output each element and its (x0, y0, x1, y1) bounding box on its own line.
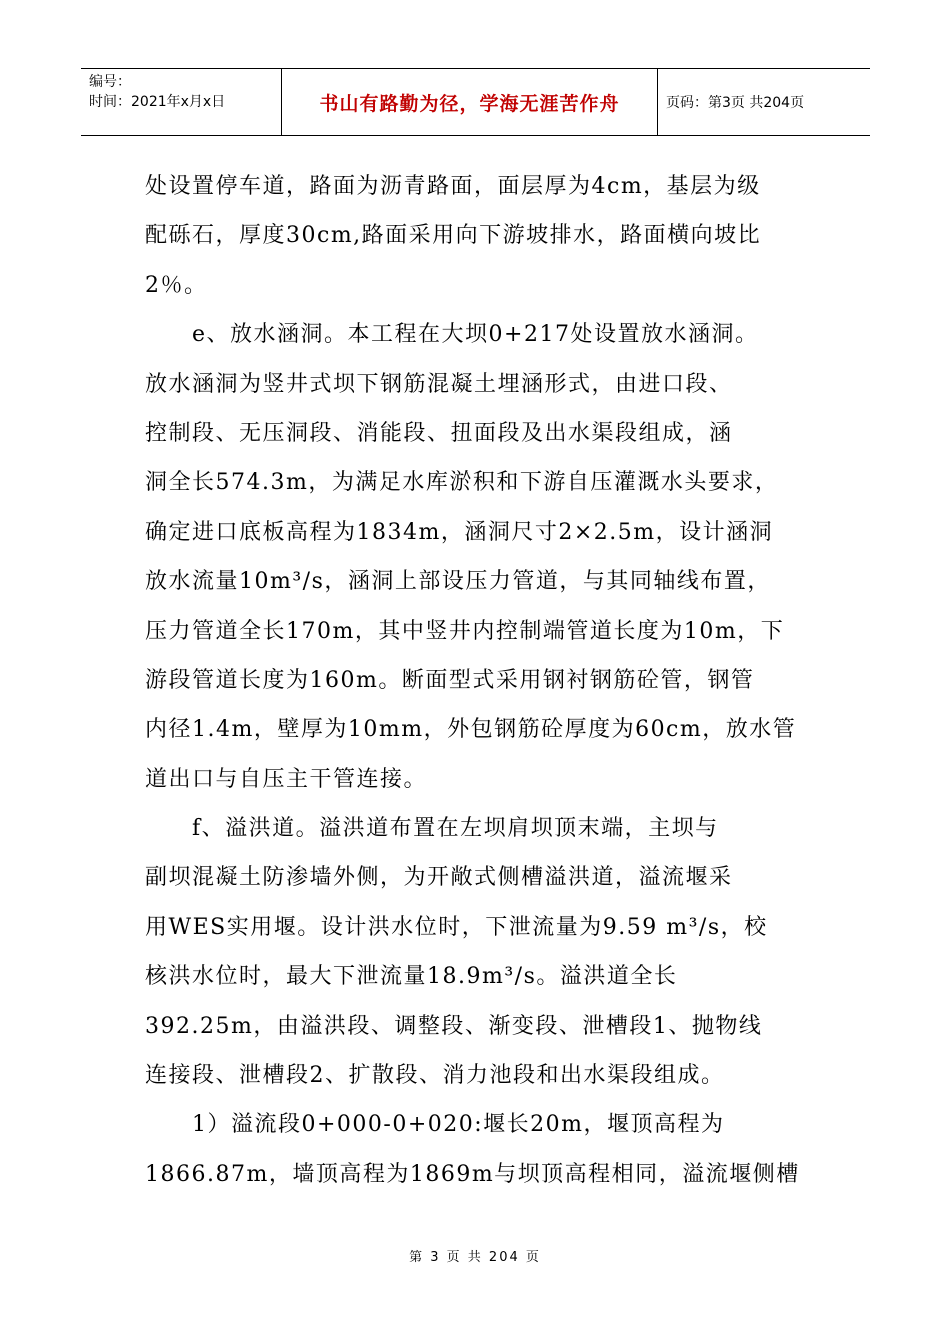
body-line: f、溢洪道。溢洪道布置在左坝肩坝顶末端，主坝与 (145, 816, 719, 842)
body-line: 处设置停车道，路面为沥青路面，面层厚为4cm，基层为级 (145, 174, 761, 199)
body-line: 压力管道全长170m，其中竖井内控制端管道长度为10m，下 (145, 618, 785, 644)
document-number-label: 编号： (89, 74, 131, 90)
body-line: 配砾石，厚度30cm,路面采用向下游坡排水，路面横向坡比 (145, 223, 762, 249)
page-footer: 第 3 页 共 204 页 (409, 1250, 541, 1265)
body-line: 控制段、无压洞段、消能段、扭面段及出水渠段组成，涵 (145, 420, 733, 446)
body-line: 副坝混凝土防渗墙外侧，为开敞式侧槽溢洪道，溢流堰采 (145, 865, 733, 891)
page-header (81, 68, 870, 136)
body-line: 连接段、泄槽段2、扩散段、消力池段和出水渠段组成。 (145, 1063, 725, 1089)
body-line: 核洪水位时，最大下泄流量18.9m³/s。溢洪道全长 (145, 964, 678, 990)
header-meta (81, 69, 282, 135)
body-line: 392.25m，由溢洪段、调整段、渐变段、泄槽段1、抛物线 (145, 1013, 763, 1039)
body-line: e、放水涵洞。本工程在大坝0+217处设置放水涵洞。 (145, 322, 759, 348)
header-page-info: 页码：第3页 共204页 (666, 95, 805, 111)
body-line: 确定进口底板高程为1834m，涵洞尺寸2×2.5m，设计涵洞 (145, 519, 774, 545)
body-line: 用WES实用堰。设计洪水位时，下泄流量为9.59 m³/s，校 (145, 914, 768, 940)
body-line: 道出口与自压主干管连接。 (145, 766, 428, 792)
body-line: 2％。 (145, 272, 208, 298)
body-line: 内径1.4m，壁厚为10mm，外包钢筋砼厚度为60cm，放水管 (145, 717, 797, 743)
body-line: 游段管道长度为160m。断面型式采用钢衬钢筋砼管，钢管 (145, 667, 755, 693)
document-time-label: 时间：2021年x月x日 (89, 94, 226, 110)
body-line: 放水流量10m³/s，涵洞上部设压力管道，与其同轴线布置， (145, 569, 771, 595)
header-motto: 书山有路勤为径，学海无涯苦作舟 (282, 69, 658, 135)
body-line: 洞全长574.3m，为满足水库淤积和下游自压灌溉水头要求， (145, 470, 779, 496)
body-line: 1）溢流段0+000-0+020:堰长20m，堰顶高程为 (145, 1112, 725, 1138)
body-line: 1866.87m，墙顶高程为1869m与坝顶高程相同，溢流堰侧槽 (145, 1161, 800, 1187)
body-line: 放水涵洞为竖井式坝下钢筋混凝土埋涵形式，由进口段、 (145, 371, 733, 397)
document-body (145, 162, 810, 1199)
